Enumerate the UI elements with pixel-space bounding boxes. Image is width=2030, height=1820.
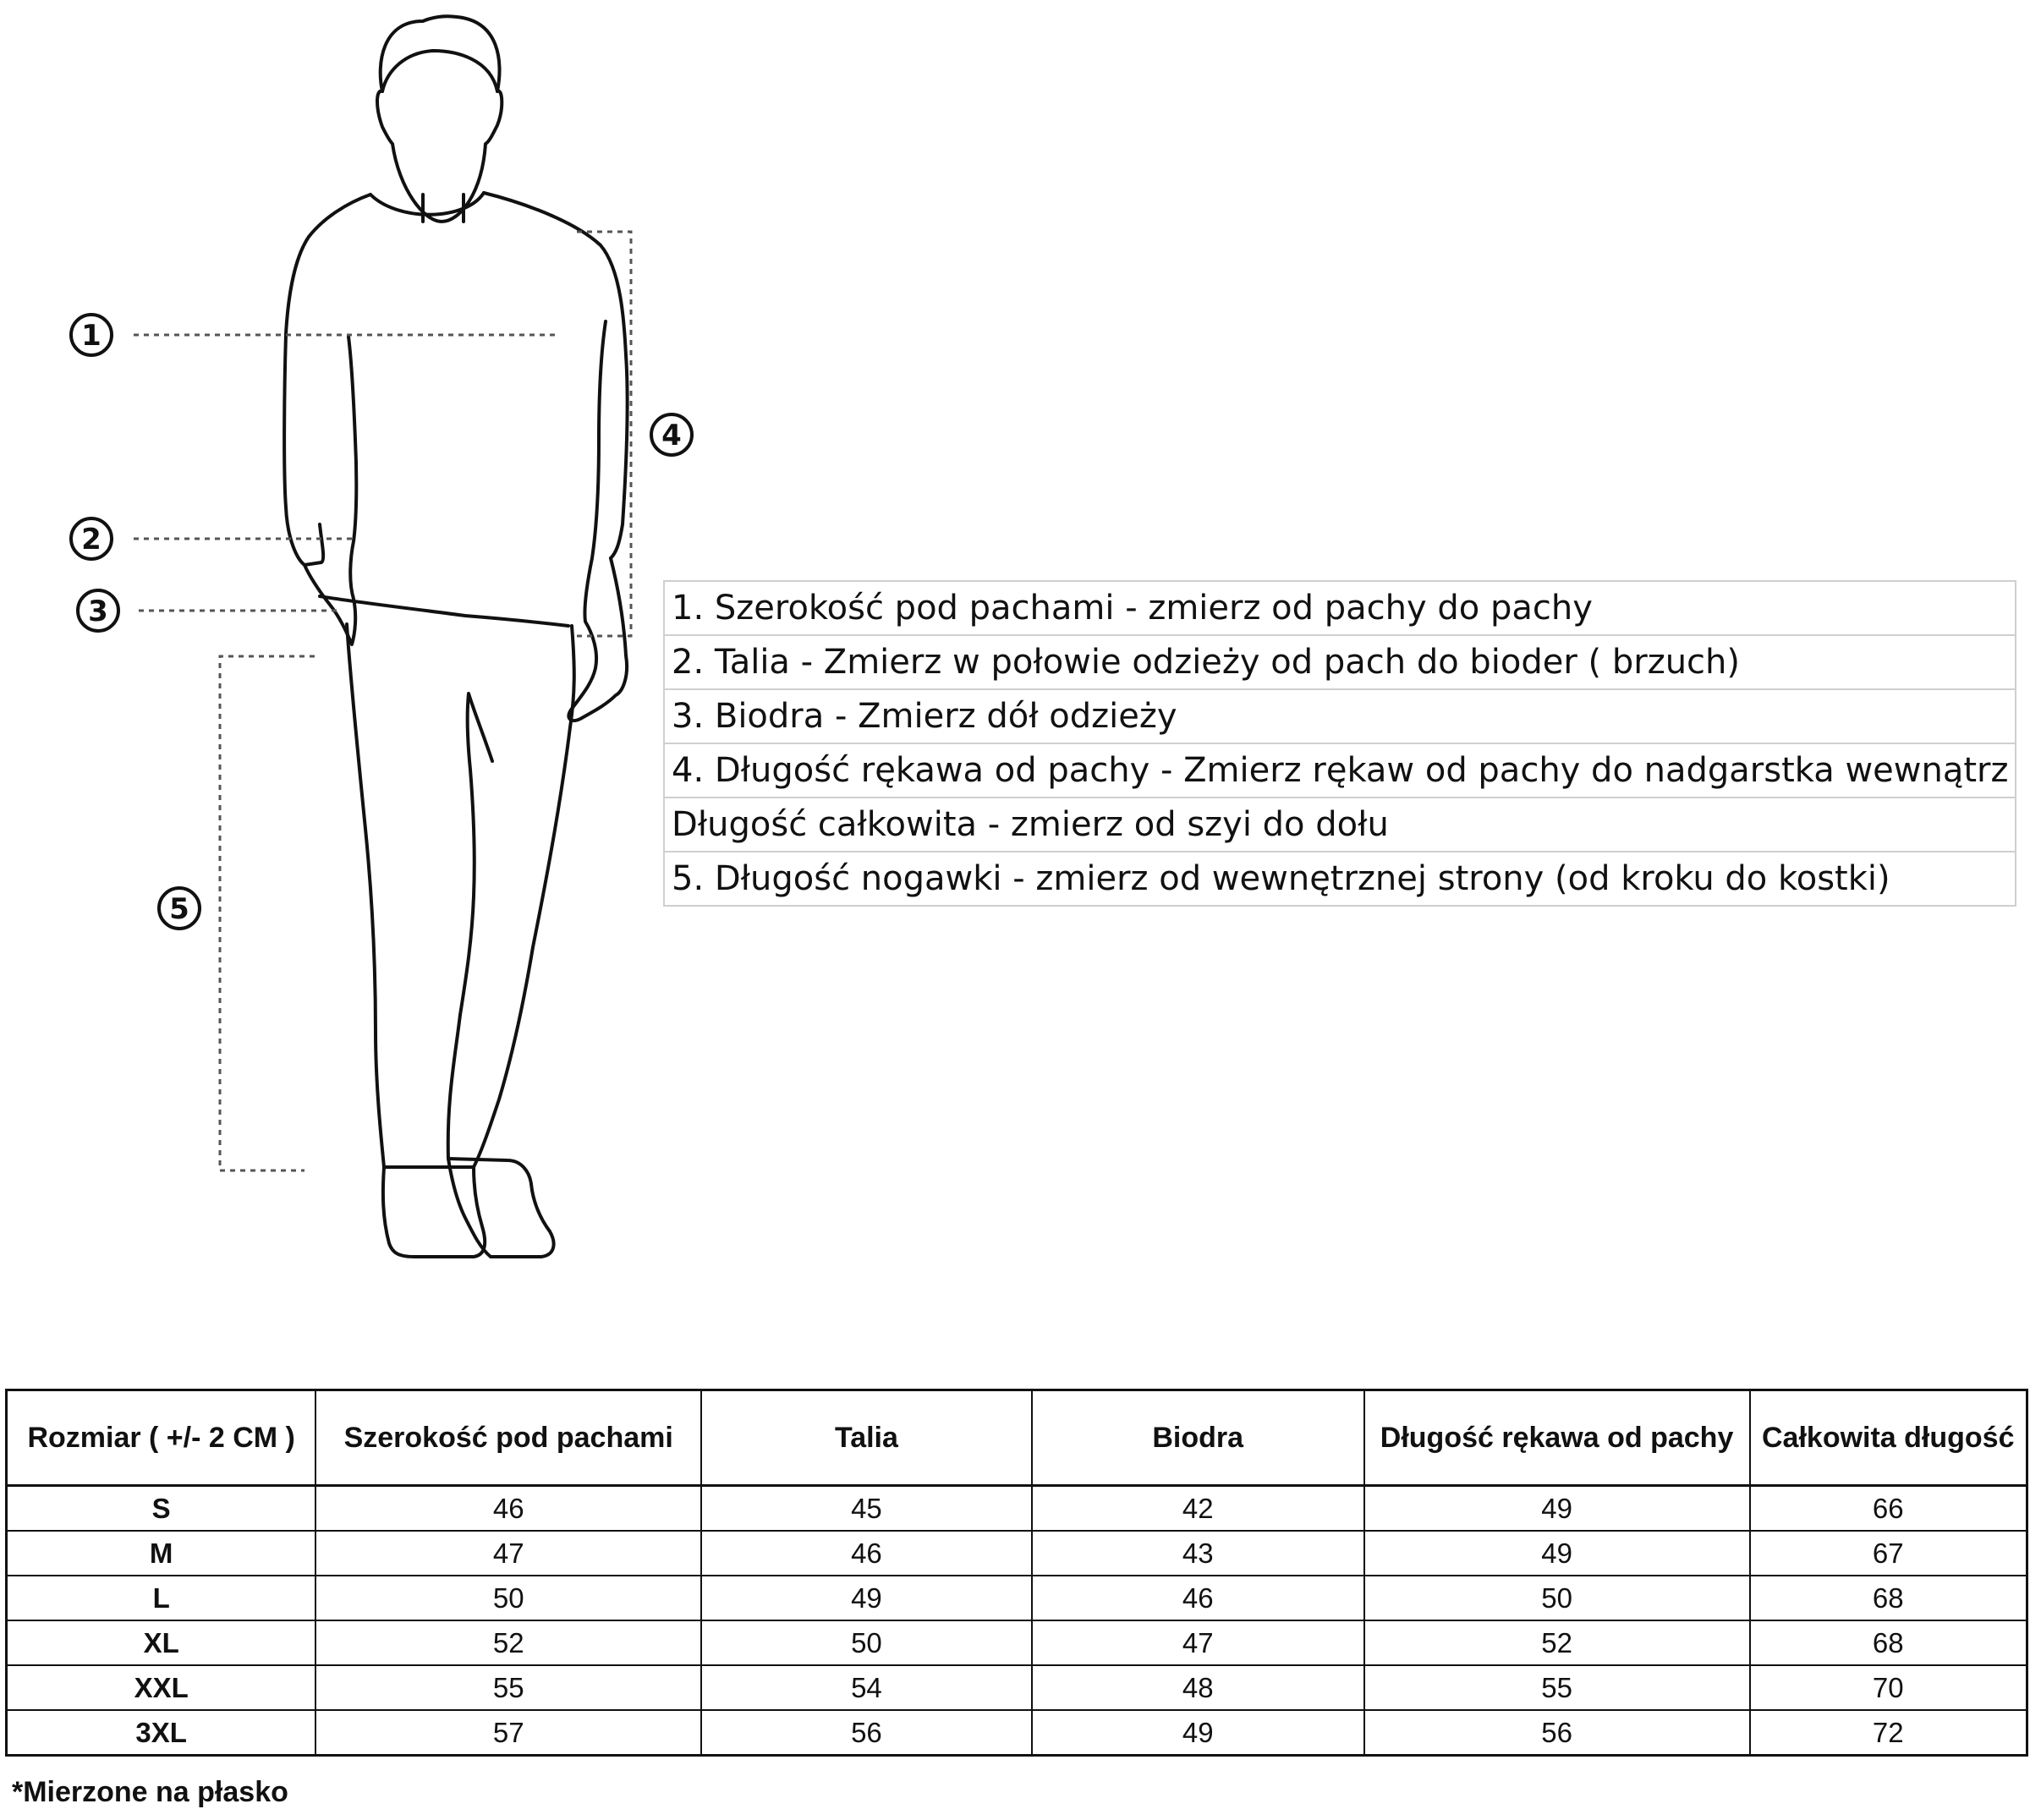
figure-trousers [347, 624, 574, 1167]
hips-cell: 42 [1032, 1486, 1364, 1532]
marker-3 [78, 590, 118, 631]
size-cell: M [7, 1531, 316, 1576]
legend-row [664, 852, 2016, 906]
header-chest-width: Szerokość pod pachami [315, 1390, 701, 1486]
figure-left-shoe [383, 1167, 485, 1257]
total-length-cell: 70 [1750, 1665, 2027, 1710]
size-cell: XXL [7, 1665, 316, 1710]
header-waist: Talia [701, 1390, 1032, 1486]
marker-3-label: 3 [88, 595, 108, 628]
legend-row [664, 689, 2016, 743]
marker-2-label: 2 [81, 523, 102, 556]
legend-item: 2. Talia - Zmierz w połowie odzieży od pach do bioder ( brzuch) [664, 635, 2016, 689]
legend-item: 5. Długość nogawki - zmierz od wewnętrznej strony (od kroku do kostki) [664, 852, 2016, 906]
waist-cell: 50 [701, 1620, 1032, 1665]
legend-item: 4. Długość rękawa od pachy - Zmierz rękaw od pachy do nadgarstka wewnątrz [664, 743, 2016, 798]
chest-width-cell: 47 [315, 1531, 701, 1576]
guide-line-5 [220, 656, 315, 1170]
total-length-cell: 66 [1750, 1486, 2027, 1532]
table-row [7, 1531, 2027, 1576]
legend-item: Długość całkowita - zmierz od szyi do dołu [664, 798, 2016, 852]
total-length-cell: 72 [1750, 1710, 2027, 1756]
measurement-legend [663, 580, 2016, 907]
waist-cell: 46 [701, 1531, 1032, 1576]
figure-sweater [284, 193, 628, 565]
hips-cell: 47 [1032, 1620, 1364, 1665]
sleeve-length-cell: 52 [1364, 1620, 1750, 1665]
guide-line-4 [575, 232, 631, 636]
sleeve-length-cell: 56 [1364, 1710, 1750, 1756]
legend-item: 1. Szerokość pod pachami - zmierz od pachy do pachy [664, 581, 2016, 635]
chest-width-cell: 57 [315, 1710, 701, 1756]
header-size: Rozmiar ( +/- 2 CM ) [7, 1390, 316, 1486]
hips-cell: 48 [1032, 1665, 1364, 1710]
total-length-cell: 68 [1750, 1620, 2027, 1665]
size-cell: L [7, 1576, 316, 1620]
marker-2 [71, 518, 112, 559]
hips-cell: 46 [1032, 1576, 1364, 1620]
size-table [5, 1389, 2028, 1757]
total-length-cell: 68 [1750, 1576, 2027, 1620]
chest-width-cell: 50 [315, 1576, 701, 1620]
hips-cell: 49 [1032, 1710, 1364, 1756]
table-row [7, 1665, 2027, 1710]
header-hips: Biodra [1032, 1390, 1364, 1486]
chest-width-cell: 46 [315, 1486, 701, 1532]
waist-cell: 56 [701, 1710, 1032, 1756]
sleeve-length-cell: 50 [1364, 1576, 1750, 1620]
legend-row [664, 743, 2016, 798]
size-cell: 3XL [7, 1710, 316, 1756]
body-measurement-figure [51, 0, 694, 1286]
legend-row [664, 581, 2016, 635]
size-table-body [7, 1486, 2027, 1756]
size-cell: XL [7, 1620, 316, 1665]
sleeve-length-cell: 49 [1364, 1486, 1750, 1532]
chest-width-cell: 55 [315, 1665, 701, 1710]
table-row [7, 1486, 2027, 1532]
figure-right-shoe [448, 1159, 554, 1257]
chest-width-cell: 52 [315, 1620, 701, 1665]
size-table-header [7, 1390, 2027, 1486]
legend-row [664, 635, 2016, 689]
header-total-length: Całkowita długość [1750, 1390, 2027, 1486]
table-row [7, 1620, 2027, 1665]
waist-cell: 49 [701, 1576, 1032, 1620]
waist-cell: 45 [701, 1486, 1032, 1532]
marker-1-label: 1 [81, 319, 102, 353]
sleeve-length-cell: 49 [1364, 1531, 1750, 1576]
waist-cell: 54 [701, 1665, 1032, 1710]
marker-1 [71, 315, 112, 355]
total-length-cell: 67 [1750, 1531, 2027, 1576]
sleeve-length-cell: 55 [1364, 1665, 1750, 1710]
table-row [7, 1576, 2027, 1620]
size-cell: S [7, 1486, 316, 1532]
legend-item: 3. Biodra - Zmierz dół odzieży [664, 689, 2016, 743]
figure-hair [382, 51, 497, 91]
marker-5 [159, 888, 200, 929]
marker-5-label: 5 [169, 892, 189, 926]
table-row [7, 1710, 2027, 1756]
legend-row [664, 798, 2016, 852]
figure-head [377, 16, 502, 222]
figure-right-arm [568, 321, 627, 721]
header-sleeve-length: Długość rękawa od pachy [1364, 1390, 1750, 1486]
marker-4 [651, 414, 692, 455]
hips-cell: 43 [1032, 1531, 1364, 1576]
footnote: *Mierzone na płasko [12, 1776, 288, 1808]
marker-4-label: 4 [661, 419, 682, 452]
